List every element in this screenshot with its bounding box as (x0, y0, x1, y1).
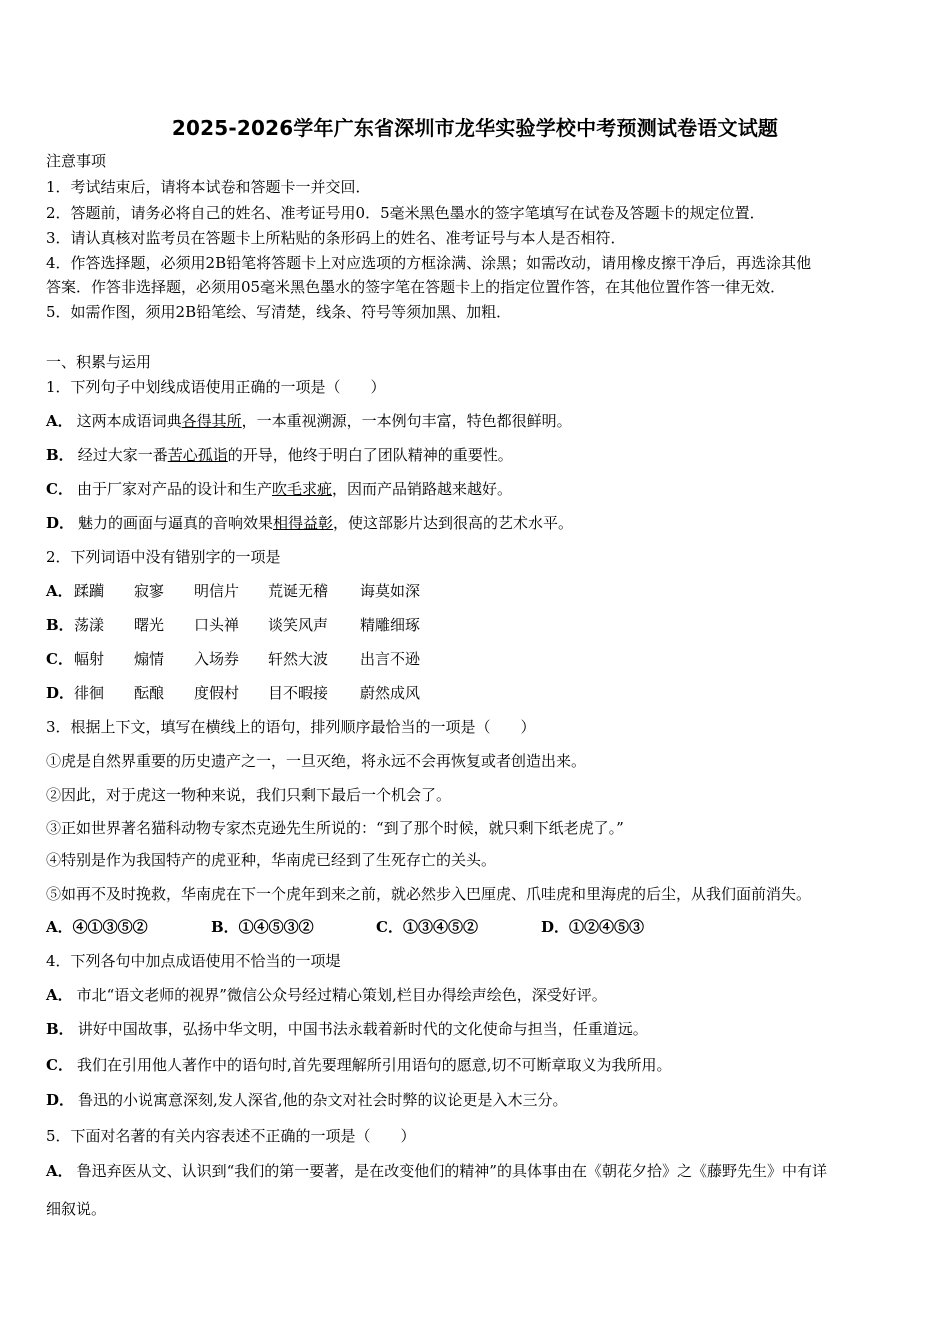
notice-item: 1．考试结束后，请将本试卷和答题卡一并交回． (46, 178, 371, 196)
notice-item: 3．请认真核对监考员在答题卡上所粘贴的条形码上的姓名、准考证号与本人是否相符． (46, 229, 626, 247)
q4-option-d (46, 1089, 568, 1110)
notice-item: 5．如需作图，须用2B铅笔绘、写清楚，线条、符号等须加黑、加粗． (46, 303, 512, 321)
q2-option-b (46, 614, 452, 635)
q4-option-b (46, 1018, 648, 1039)
option-text: ，使这部影片达到很高的艺术水平。 (333, 514, 574, 532)
option-text: 的开导，他终于明白了团队精神的重要性。 (227, 446, 513, 464)
option-label: A． (46, 986, 73, 1004)
word: 幅射 (74, 650, 105, 668)
choice-b: B．①④⑤③② (211, 918, 314, 936)
option-label: A． (46, 582, 73, 600)
q3-choices (46, 916, 706, 937)
section-heading: 一、积累与运用 (46, 353, 152, 371)
notice-item: 4．作答选择题，必须用2B铅笔将答题卡上对应选项的方框涂满、涂黑；如需改动，请用橡皮擦干净后，再选涂其他 (46, 254, 812, 272)
option-text: ，因而产品销路越来越好。 (331, 480, 512, 498)
word: 荒诞无稽 (268, 582, 329, 600)
word: 目不暇接 (268, 684, 329, 702)
option-text: 这两本成语词典 (76, 412, 182, 430)
underlined-idiom: 相得益彰 (273, 514, 334, 532)
option-text: ，一本重视溯源，一本例句丰富，特色都很鲜明。 (241, 412, 572, 430)
choice-c: C．①③④⑤② (376, 918, 478, 936)
choice-a: A．④①③⑤② (46, 918, 148, 936)
choice-d: D．①②④⑤③ (541, 918, 645, 936)
option-label: D． (46, 514, 75, 532)
q3-sentence: ③正如世界著名猫科动物专家杰克逊先生所说的：“到了那个时候，就只剩下纸老虎了。” (46, 819, 624, 837)
option-text: 我们在引用他人著作中的语句时,首先要理解所引用语句的愿意,切不可断章取义为我所用。 (76, 1056, 672, 1074)
word: 蔚然成风 (360, 684, 421, 702)
word: 明信片 (194, 582, 240, 600)
question-4-stem: 4．下列各句中加点成语使用不恰当的一项堤 (46, 952, 341, 970)
option-text: 讲好中国故事，弘扬中华文明，中国书法永载着新时代的文化使命与担当，任重道远。 (77, 1020, 648, 1038)
word: 煽情 (134, 650, 165, 668)
q2-option-c (46, 648, 452, 669)
word: 口头禅 (194, 616, 240, 634)
q1-option-b (46, 444, 513, 465)
q1-option-c (46, 478, 512, 499)
option-label: A． (46, 1162, 73, 1180)
option-label: D． (46, 684, 75, 702)
q3-sentence: ②因此，对于虎这一物种来说，我们只剩下最后一个机会了。 (46, 786, 452, 804)
word: 寂寥 (134, 582, 165, 600)
word: 酝酿 (134, 684, 165, 702)
option-label: C． (46, 1056, 73, 1074)
q1-option-a (46, 410, 572, 431)
word: 入场券 (194, 650, 240, 668)
option-text: 魅力的画面与逼真的音响效果 (78, 514, 274, 532)
word: 曙光 (134, 616, 165, 634)
q5-option-a-continued: 细叙说。 (46, 1200, 107, 1218)
word: 诲莫如深 (360, 582, 421, 600)
notice-item: 答案．作答非选择题，必须用05毫米黑色墨水的签字笔在答题卡上的指定位置作答，在其他位置作答一律无效． (46, 278, 786, 296)
notice-heading: 注意事项 (46, 152, 107, 170)
underlined-idiom: 各得其所 (181, 412, 242, 430)
q1-option-d (46, 512, 573, 533)
option-label: C． (46, 650, 73, 668)
word: 荡漾 (74, 616, 105, 634)
option-text: 经过大家一番 (77, 446, 168, 464)
word: 精雕细琢 (360, 616, 421, 634)
page-title: 2025-2026学年广东省深圳市龙华实验学校中考预测试卷语文试题 (171, 116, 779, 140)
q3-sentence: ④特别是作为我国特产的虎亚种，华南虎已经到了生死存亡的关头。 (46, 851, 497, 869)
option-label: C． (46, 480, 73, 498)
underlined-idiom: 吹毛求疵 (271, 480, 332, 498)
word: 度假村 (194, 684, 240, 702)
word: 谈笑风声 (268, 616, 329, 634)
question-3-stem: 3．根据上下文，填写在横线上的语句，排列顺序最恰当的一项是（ ） (46, 718, 536, 736)
option-label: B． (46, 446, 74, 464)
option-label: B． (46, 1020, 74, 1038)
q4-option-a (46, 984, 607, 1005)
option-text: 鲁迅的小说寓意深刻,发人深省,他的杂文对社会时弊的议论更是入木三分。 (78, 1091, 568, 1109)
option-label: B． (46, 616, 74, 634)
word: 轩然大波 (268, 650, 329, 668)
q5-option-a (46, 1160, 827, 1181)
option-text: 市北“语文老师的视界”微信公众号经过精心策划,栏目办得绘声绘色，深受好评。 (76, 986, 607, 1004)
question-1-stem: 1．下列句子中划线成语使用正确的一项是（ ） (46, 378, 386, 396)
option-label: A． (46, 412, 73, 430)
option-text: 由于厂家对产品的设计和生产 (76, 480, 272, 498)
word: 出言不逊 (360, 650, 421, 668)
question-2-stem: 2．下列词语中没有错别字的一项是 (46, 548, 281, 566)
option-text: 鲁迅弃医从文、认识到“我们的第一要著，是在改变他们的精神”的具体事由在《朝花夕拾》之《藤野先生》中有详 (76, 1162, 827, 1180)
word: 徘徊 (74, 684, 105, 702)
option-label: D． (46, 1091, 75, 1109)
notice-item: 2．答题前，请务必将自己的姓名、准考证号用0．5毫米黑色墨水的签字笔填写在试卷及答题卡的规定位置． (46, 204, 765, 222)
q2-option-d (46, 682, 452, 703)
q4-option-c (46, 1054, 672, 1075)
question-5-stem: 5．下面对名著的有关内容表述不正确的一项是（ ） (46, 1127, 416, 1145)
word: 蹂躏 (74, 582, 105, 600)
underlined-idiom: 苦心孤诣 (167, 446, 228, 464)
q3-sentence: ①虎是自然界重要的历史遗产之一，一旦灭绝，将永远不会再恢复或者创造出来。 (46, 752, 587, 770)
q2-option-a (46, 580, 452, 601)
q3-sentence: ⑤如再不及时挽救，华南虎在下一个虎年到来之前，就必然步入巴厘虎、爪哇虎和里海虎的后尘，从我们面前消失。 (46, 885, 812, 903)
